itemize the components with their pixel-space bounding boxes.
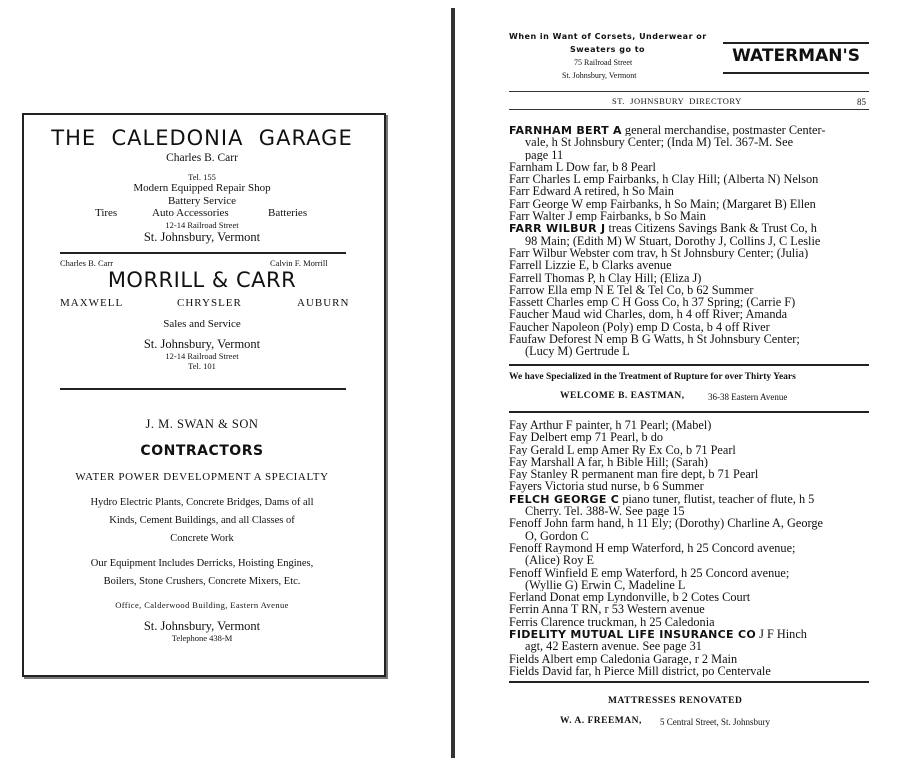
morrill-address: 12-14 Railroad Street [165,351,239,361]
directory-entry: Farrell Lizzie E, b Clarks avenue [509,259,672,272]
divider [723,42,869,44]
waterman-brand: WATERMAN'S [732,46,860,66]
brand-maxwell: MAXWELL [60,297,124,309]
directory-entry: Farr Edward A retired, h So Main [509,185,674,198]
directory-entry: FELCH GEORGE C piano tuner, flutist, teacher of flute, h 5 [509,492,815,506]
caledonia-address: 12-14 Railroad Street [165,220,239,230]
directory-entry: FARR WILBUR J treas Citizens Savings Bank & Trust Co, h [509,222,817,235]
directory-entry: page 11 [525,148,564,161]
page-number: 85 [857,97,866,107]
swan-office: Office, Calderwood Building, Eastern Avenue [115,600,289,610]
morrill-carr-title: MORRILL & CARR [107,268,297,292]
directory-entry: 98 Main; (Edith M) W Stuart, Dorothy J, Collins J, C Leslie [525,234,821,247]
swan-contractors-title: CONTRACTORS [140,443,264,459]
directory-entry: FIDELITY MUTUAL LIFE INSURANCE CO J F Hinch [509,628,807,641]
directory-entry: Fay Gerald L emp Amer Ry Ex Co, b 71 Pearl [509,443,736,456]
divider [509,681,869,683]
directory-entry: Fields David far, h Pierce Mill district, po Centervale [509,664,771,678]
swan-specialty: WATER POWER DEVELOPMENT A SPECIALTY [75,471,329,483]
directory-block-2 [509,419,871,677]
book-spine [451,8,455,758]
directory-entry: agt, 42 Eastern avenue. See page 31 [525,640,702,653]
directory-entry: Fay Marshall A far, h Bible Hill; (Sarah) [509,455,708,469]
directory-entry: Farr Walter J emp Fairbanks, b So Main [509,210,706,223]
directory-entry: Farr George W emp Fairbanks, h So Main; (Margaret B) Ellen [509,197,816,211]
divider [509,109,869,110]
divider [509,364,869,366]
swan-city: St. Johnsbury, Vermont [143,619,261,633]
directory-entry: O, Gordon C [525,529,589,542]
waterman-ad-line3: 75 Railroad Street [574,58,633,67]
directory-entry: (Alice) Roy E [525,554,594,567]
freeman-address: 5 Central Street, St. Johnsbury [660,717,770,727]
freeman-name: W. A. FREEMAN, [560,716,642,726]
morrill-tel: Tel. 101 [188,361,216,371]
swan-name: J. M. SWAN & SON [145,417,259,431]
directory-entry: Ferland Donat emp Lyndonville, b 2 Cotes Court [509,591,751,604]
caledonia-item-accessories: Auto Accessories [152,207,229,219]
directory-entry: (Lucy M) Gertrude L [525,345,630,358]
divider [509,411,869,413]
waterman-ad-line2: Sweaters go to [570,45,646,54]
directory-entry: Farr Charles L emp Fairbanks, h Clay Hill; (Alberta N) Nelson [509,173,819,186]
directory-entry: (Wyllie G) Erwin C, Madeline L [525,578,686,592]
directory-entry: Fenoff Winfield E emp Waterford, h 25 Concord avenue; [509,566,790,579]
directory-entry: Cherry. Tel. 388-W. See page 15 [525,505,685,518]
directory-entry: Faucher Maud wid Charles, dom, h 4 off River; Amanda [509,308,788,321]
directory-entry: vale, h St Johnsbury Center; (Inda M) Tel. 367-M. See [525,136,794,149]
swan-desc-1: Hydro Electric Plants, Concrete Bridges, Dams of all [90,497,314,508]
rupture-ad-line: We have Specialized in the Treatment of Rupture for over Thirty Years [509,372,796,382]
caledonia-owner: Charles B. Carr [166,152,238,164]
directory-entry: Farr Wilbur Webster com trav, h St Johnsbury Center; (Julia) [509,246,809,260]
directory-entry: Fay Stanley R permanent man fire dept, b 71 Pearl [509,468,759,481]
caledonia-line1: Modern Equipped Repair Shop [133,182,271,194]
running-head-title: ST. JOHNSBURY DIRECTORY [612,96,742,106]
waterman-ad-line4: St. Johnsbury, Vermont [562,71,637,80]
directory-entry: Fay Arthur F painter, h 71 Pearl; (Mabel) [509,419,712,432]
swan-tel: Telephone 438-M [171,633,233,643]
divider [60,252,346,254]
directory-entry: Farnham L Dow far, b 8 Pearl [509,160,656,174]
directory-entry: Farrell Thomas P, h Clay Hill; (Eliza J) [509,271,702,284]
directory-entry: Fenoff John farm hand, h 11 Ely; (Dorothy) Charline A, George [509,517,823,530]
swan-equip-1: Our Equipment Includes Derricks, Hoisting Engines, [90,558,314,569]
morrill-left-name: Charles B. Carr [60,258,114,268]
morrill-right-name: Calvin F. Morrill [270,258,328,268]
directory-entry: Fayers Victoria stud nurse, b 6 Summer [509,480,704,493]
caledonia-line2: Battery Service [167,195,237,207]
swan-desc-2: Kinds, Cement Buildings, and all Classes of [109,515,295,526]
directory-entry: Fenoff Raymond H emp Waterford, h 25 Concord avenue; [509,541,796,555]
directory-entry: Fay Delbert emp 71 Pearl, b do [509,431,664,444]
swan-equip-2: Boilers, Stone Crushers, Concrete Mixers, Etc. [103,576,301,587]
directory-block-1 [509,124,871,358]
mattress-ad-title: MATTRESSES RENOVATED [608,696,743,706]
brand-chrysler: CHRYSLER [177,297,242,309]
eastman-name: WELCOME B. EASTMAN, [560,391,685,401]
eastman-address: 36-38 Eastern Avenue [708,392,788,402]
caledonia-garage-title: THE CALEDONIA GARAGE [51,126,353,150]
waterman-ad-line1: When in Want of Corsets, Underwear or [509,32,707,41]
directory-entry: FARNHAM BERT A general merchandise, postmaster Center- [509,124,826,137]
caledonia-tel: Tel. 155 [188,172,216,182]
brand-auburn: AUBURN [297,297,350,309]
directory-entry: Fields Albert emp Caledonia Garage, r 2 Main [509,652,738,665]
divider [723,72,869,74]
divider [60,388,346,390]
directory-entry: Farrow Ella emp N E Tel & Tel Co, b 62 Summer [509,283,754,297]
divider [509,91,869,92]
directory-entry: Fassett Charles emp C H Goss Co, h 37 Spring; (Carrie F) [509,296,796,309]
caledonia-item-batteries: Batteries [268,207,308,219]
caledonia-city: St. Johnsbury, Vermont [143,230,261,244]
swan-desc-3: Concrete Work [170,533,234,544]
directory-entry: Ferrin Anna T RN, r 53 Western avenue [509,603,705,616]
morrill-service: Sales and Service [163,318,241,330]
directory-entry: Ferris Clarence truckman, h 25 Caledonia [509,615,715,629]
caledonia-item-tires: Tires [95,207,118,219]
morrill-city: St. Johnsbury, Vermont [143,337,261,351]
directory-entry: Faucher Napoleon (Poly) emp D Costa, b 4 off River [509,320,770,334]
directory-entry: Faufaw Deforest N emp B G Watts, h St Johnsbury Center; [509,333,800,346]
